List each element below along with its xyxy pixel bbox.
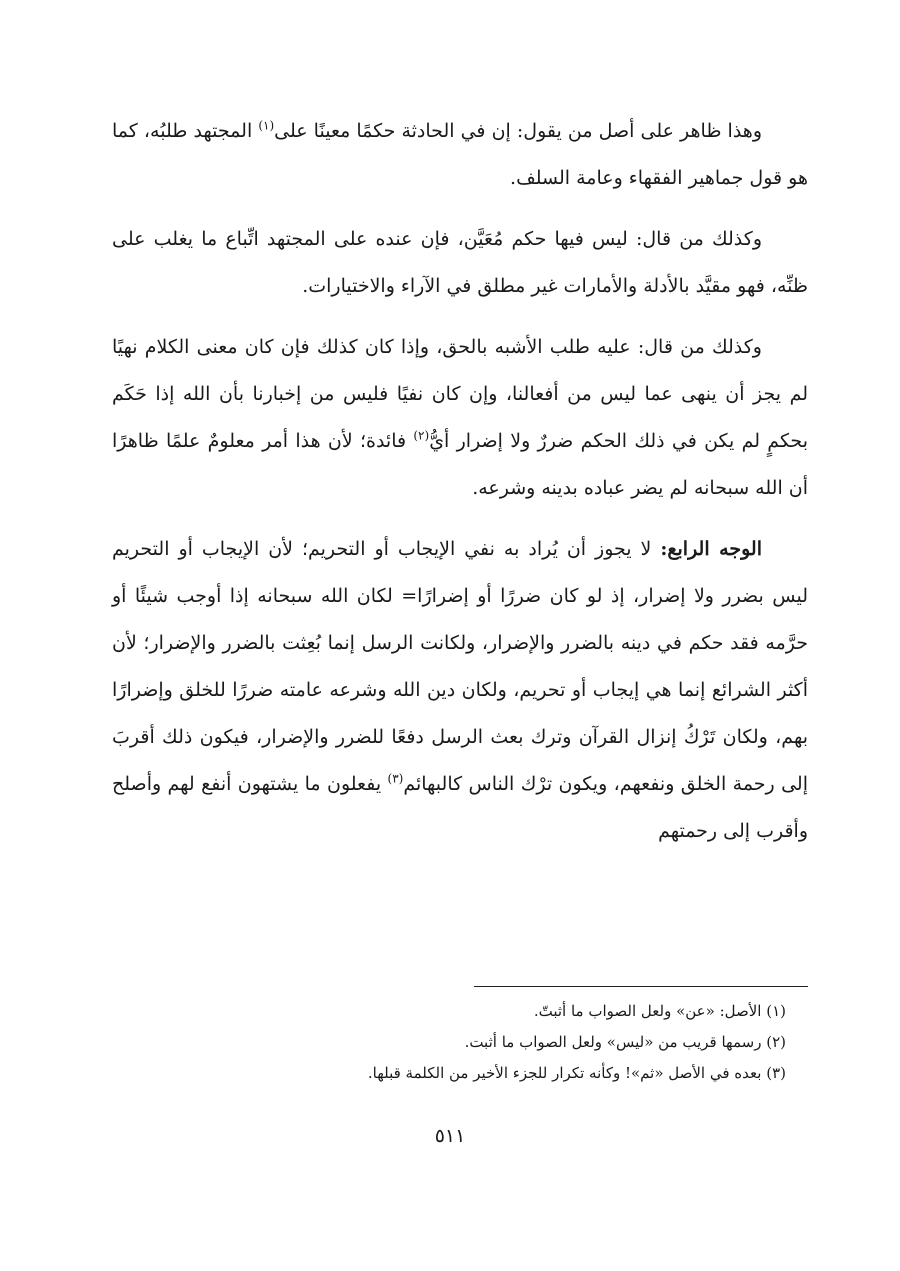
footnote-divider [474, 986, 808, 987]
footnote-ref-1: (١) [258, 118, 275, 133]
page-number: ٥١١ [434, 1125, 466, 1147]
paragraph-1 [112, 108, 808, 202]
paragraph-4 [112, 526, 808, 855]
paragraph-4-lead: الوجه الرابع: [660, 538, 762, 560]
footnote-3: (٣) بعده في الأصل «ثم»! وكأنه تكرار للجزء الأخير من الكلمة قبلها. [367, 1064, 786, 1082]
footnote-1: (١) الأصل: «عن» ولعل الصواب ما أثبتّ. [533, 1002, 786, 1020]
paragraph-4-text-b: يفعلون ما يشتهون أنفع لهم وأصلح وأقرب إلى رحمتهم [112, 773, 808, 842]
paragraph-3-text-a: وكذلك من قال: عليه طلب الأشبه بالحق، وإذا كان كذلك فإن كان معنى الكلام نهيًا لم يجز أن ينهى عما ليس من أفعالنا، وإن كان نفيًا فليس من إخبارنا بأن الله إذا حَكَم بحكمٍ لم يكن في ذلك الحكم ضررٌ ولا إضرار أيُّ [112, 336, 808, 452]
footnotes-section [112, 996, 808, 1089]
paragraph-2: وكذلك من قال: ليس فيها حكم مُعَيَّن، فإن عنده على المجتهد اتِّباع ما يغلب على ظنِّه، فهو مقيَّد بالأدلة والأمارات غير مطلق في الآراء والاختيارات. [112, 228, 808, 297]
footnote-ref-3: (٣) [387, 771, 404, 786]
paragraph-3-text-b: فائدة؛ لأن هذا أمر معلومٌ علمًا ظاهرًا أن الله سبحانه لم يضر عباده بدينه وشرعه. [112, 430, 808, 499]
page-body [112, 108, 808, 869]
footnote-ref-2: (٢) [413, 428, 430, 443]
paragraph-1-text-a: وهذا ظاهر على أصل من يقول: إن في الحادثة حكمًا معينًا على [274, 120, 762, 142]
footnote-2: (٢) رسمها قريب من «ليس» ولعل الصواب ما أثبت. [464, 1033, 786, 1051]
paragraph-1-text-b: المجتهد طلبُه، كما هو قول جماهير الفقهاء وعامة السلف. [112, 120, 808, 189]
paragraph-4-text-a: لا يجوز أن يُراد به نفي الإيجاب أو التحريم؛ لأن الإيجاب أو التحريم ليس بضرر ولا إضرار، إذ لو كان ضررًا أو إضرارًا= لكان الله سبحانه إذا أوجب شيئًا أو حرَّمه فقد حكم في دينه بالضرر والإضرار، ولكانت الرسل إنما بُعِثت بالضرر والإضرار؛ لأن أكثر الشرائع إنما هي إيجاب أو تحريم، ولكان دين الله وشرعه عامته ضررًا للخلق وإضرارًا بهم، ولكان تَرْكُ إنزال القرآن وترك بعث الرسل دفعًا للضرر والإضرار، فيكون ذلك أقربَ إلى رحمة الخلق ونفعهم، ويكون ترْك الناس كالبهائم [112, 538, 809, 795]
paragraph-3 [112, 324, 808, 512]
